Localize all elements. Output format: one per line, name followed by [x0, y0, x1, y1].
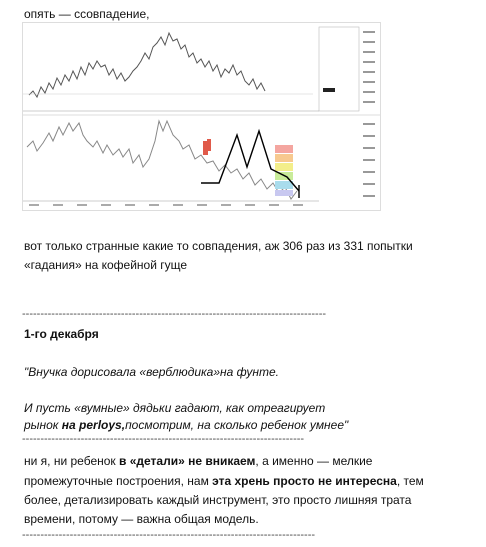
paragraph-line: вот только странные какие то совпадения, аж 306 раз из 331 попытки [24, 239, 413, 253]
body-line: промежуточные построения, нам эта хрень просто не интересна, тем [24, 474, 424, 488]
separator-line: ----------------------------------------------------------------------------- [22, 433, 305, 445]
separator-line: ----------------------------------------------------------------------------------- [22, 308, 327, 320]
date-heading: 1-го декабря [24, 327, 99, 341]
separator-line: -------------------------------------------------------------------------------- [22, 529, 316, 541]
forex-chart-screenshot [22, 22, 381, 211]
top-text: опять — ссовпадение, [24, 7, 150, 21]
body-line: времени, потому — важна общая модель. [24, 512, 259, 526]
quote-line: И пусть «вумные» дядьки гадают, как отреагирует [24, 401, 326, 415]
body-line: более, детализировать каждый инструмент, это просто лишняя трата [24, 493, 412, 507]
paragraph-line: «гадания» на кофейной гуще [24, 258, 188, 272]
quote-line: рынок на perloys,посмотрим, на сколько ребенок умнее" [24, 418, 349, 432]
body-line: ни я, ни ребенок в «детали» не вникаем, а именно — мелкие [24, 454, 373, 468]
quote-line: "Внучка дорисовала «верблюдика»на фунте. [24, 365, 279, 379]
